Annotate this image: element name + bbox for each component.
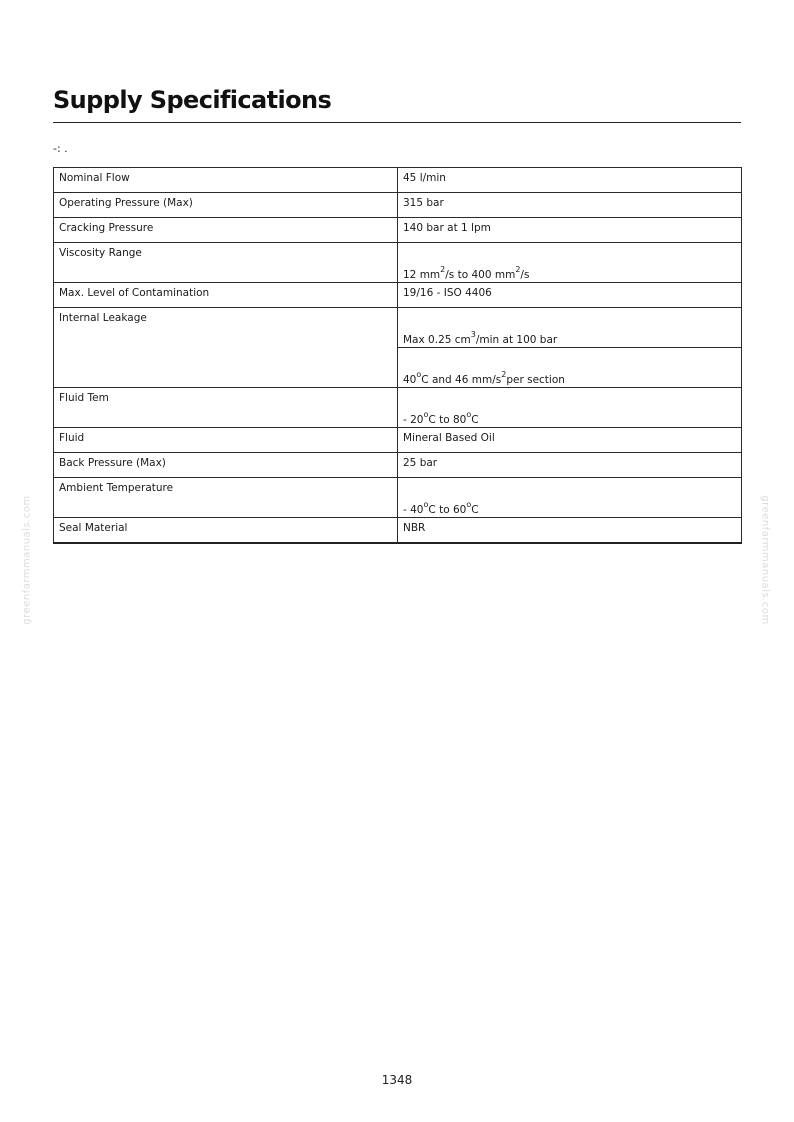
spec-label: Back Pressure (Max) xyxy=(54,453,398,478)
table-row xyxy=(54,453,742,478)
table-row xyxy=(54,478,742,518)
spec-label: Viscosity Range xyxy=(54,243,398,283)
spec-label: Ambient Temperature xyxy=(54,478,398,518)
spec-value xyxy=(398,243,742,283)
value-text: C to 60 xyxy=(428,504,467,516)
table-row xyxy=(54,428,742,453)
superscript: 2 xyxy=(501,370,507,379)
watermark-right: greenfarmmanuals.com xyxy=(759,495,771,625)
spec-label: Cracking Pressure xyxy=(54,218,398,243)
value-text: per section xyxy=(506,374,565,386)
table-row xyxy=(54,218,742,243)
specifications-table xyxy=(53,167,742,544)
value-text: 40 xyxy=(403,374,417,386)
superscript: o xyxy=(423,500,429,509)
spec-value xyxy=(398,388,742,428)
spec-value: 315 bar xyxy=(398,193,742,218)
title-divider xyxy=(53,122,741,123)
table-row xyxy=(54,388,742,428)
value-text: - 20 xyxy=(403,414,424,426)
spec-label: Operating Pressure (Max) xyxy=(54,193,398,218)
value-text: /s xyxy=(520,269,530,281)
spec-value xyxy=(398,348,742,388)
value-text: /s to 400 mm xyxy=(445,269,516,281)
superscript: 3 xyxy=(470,330,476,339)
spec-value: 25 bar xyxy=(398,453,742,478)
superscript: 2 xyxy=(515,265,521,274)
superscript: o xyxy=(423,410,429,419)
spec-label: Seal Material xyxy=(54,518,398,544)
spec-label: Internal Leakage xyxy=(54,308,398,388)
spec-value xyxy=(398,478,742,518)
value-text: /min at 100 bar xyxy=(475,334,558,346)
spec-value xyxy=(398,308,742,348)
superscript: 2 xyxy=(440,265,446,274)
spec-label: Max. Level of Contamination xyxy=(54,283,398,308)
spec-value: 19/16 - ISO 4406 xyxy=(398,283,742,308)
superscript: o xyxy=(416,370,422,379)
table-row xyxy=(54,518,742,544)
intro-text: -: . xyxy=(53,142,68,155)
spec-value: NBR xyxy=(398,518,742,544)
value-text: Max 0.25 cm xyxy=(403,334,471,346)
page-number: 1348 xyxy=(381,1073,413,1087)
spec-label: Fluid xyxy=(54,428,398,453)
value-text: C and 46 mm/s xyxy=(421,374,502,386)
superscript: o xyxy=(466,410,472,419)
spec-value: 45 l/min xyxy=(398,168,742,193)
value-text: - 40 xyxy=(403,504,424,516)
spec-label: Fluid Tem xyxy=(54,388,398,428)
table-row xyxy=(54,283,742,308)
watermark-left: greenfarmmanuals.com xyxy=(21,495,33,625)
value-text: 12 mm xyxy=(403,269,441,281)
spec-label: Nominal Flow xyxy=(54,168,398,193)
superscript: o xyxy=(466,500,472,509)
table-row xyxy=(54,168,742,193)
page-title: Supply Specifications xyxy=(53,86,332,114)
table-row xyxy=(54,308,742,348)
value-text: C to 80 xyxy=(428,414,467,426)
spec-value: 140 bar at 1 lpm xyxy=(398,218,742,243)
table-row xyxy=(54,193,742,218)
value-text: C xyxy=(471,504,479,516)
table-row xyxy=(54,243,742,283)
value-text: C xyxy=(471,414,479,426)
spec-value: Mineral Based Oil xyxy=(398,428,742,453)
